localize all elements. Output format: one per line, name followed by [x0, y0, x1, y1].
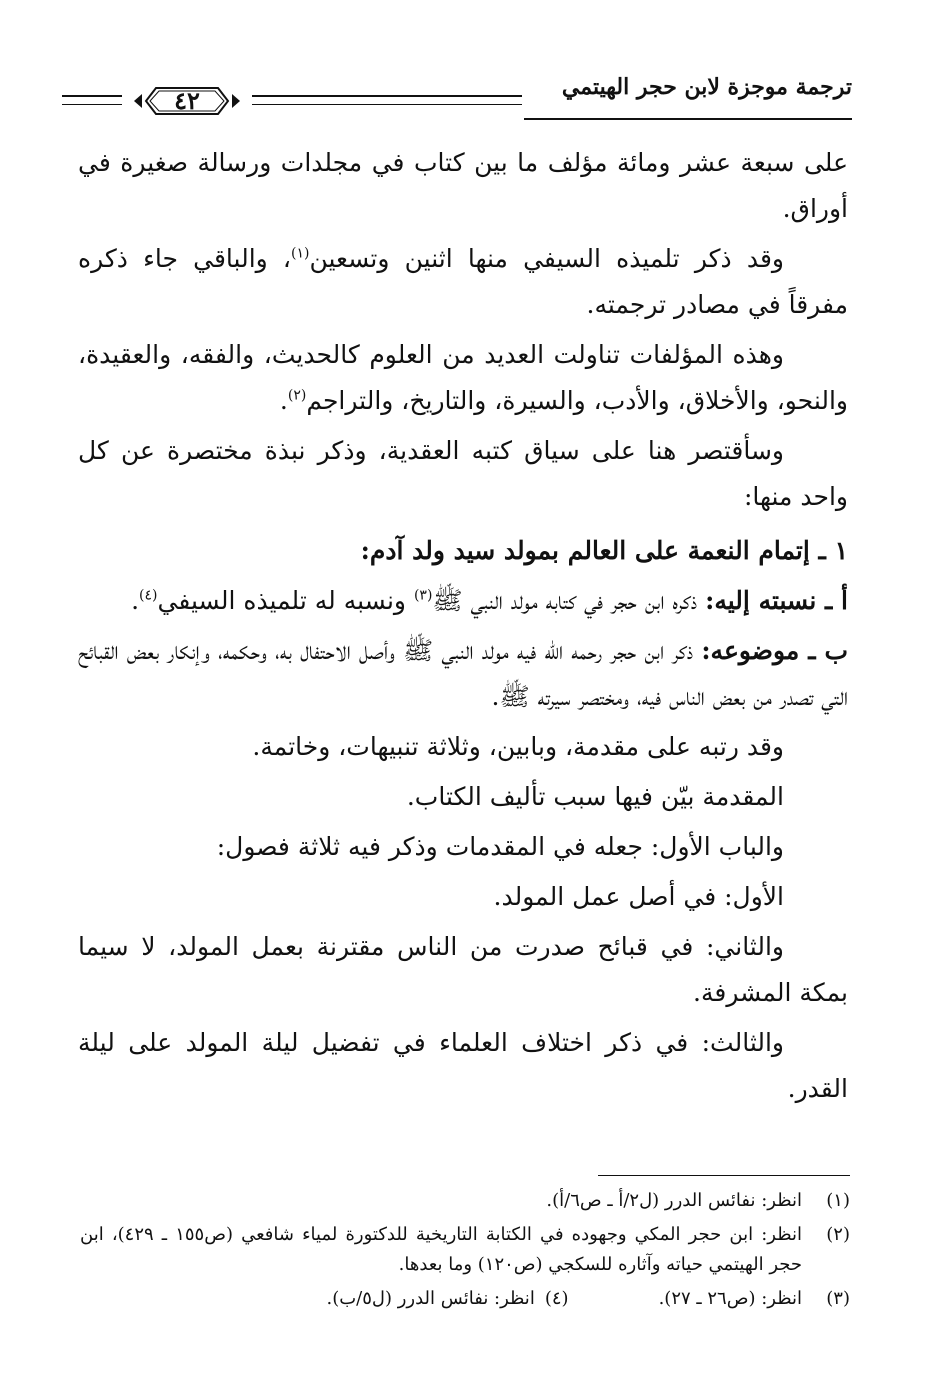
footnote-ref-3[interactable]: (٣)	[413, 587, 433, 604]
footnote-1	[80, 1186, 850, 1216]
footnote-3-number: (٣)	[826, 1288, 850, 1309]
paragraph-2	[78, 236, 848, 328]
paragraph-4: وسأقتصر هنا على سياق كتبه العقدية، وذكر نبذة مختصرة عن كل واحد منها:	[78, 436, 848, 511]
footnote-4-number: (٤)	[544, 1288, 569, 1309]
subsection-a-text-1: ذكره ابن حجر في كتابه مولد النبي ﷺ	[432, 586, 706, 615]
structure-line-5: والثاني: في قبائح صدرت من الناس مقترنة بعمل المولد، لا سيما بمكة المشرفة.	[78, 932, 848, 1007]
subsection-b	[78, 628, 848, 720]
subsection-a	[78, 578, 848, 624]
paragraph-2-part-1: وقد ذكر تلميذه السيفي منها اثنين وتسعين	[309, 244, 784, 273]
footnote-2	[80, 1220, 850, 1280]
footnote-1-number: (١)	[826, 1190, 850, 1211]
footnote-4	[326, 1284, 568, 1314]
page-number-frame	[132, 82, 242, 120]
paragraph-3-part-2: .	[279, 386, 288, 415]
section-heading: ١ ـ إتمام النعمة على العالم بمولد سيد ولد آدم:	[360, 536, 848, 565]
footnote-4-text: انظر: نفائس الدرر (ل٥/ب).	[326, 1288, 535, 1309]
footnote-ref-2[interactable]: (٢)	[287, 387, 307, 404]
structure-line-2: المقدمة بيّن فيها سبب تأليف الكتاب.	[406, 782, 784, 811]
footnote-row	[80, 1284, 802, 1314]
footnote-2-number: (٢)	[826, 1224, 850, 1245]
structure-line-4: الأول: في أصل عمل المولد.	[493, 882, 784, 911]
page-number: ٤٢	[174, 86, 200, 115]
subsection-b-lead: ب ـ موضوعه:	[701, 636, 848, 665]
subsection-a-text-2: ونسبه له تلميذه السيفي	[157, 586, 414, 615]
footnote-2-text: انظر: ابن حجر المكي وجهوده في الكتابة التاريخية للدكتورة لمياء شافعي (ص١٥٥ ـ ٤٢٩)، ابن حجر الهيتمي حياته وآثاره للسكجي (ص١٢٠) وما بعدها.	[80, 1224, 802, 1275]
footnote-ref-4[interactable]: (٤)	[139, 587, 158, 604]
running-title: ترجمة موجزة لابن حجر الهيتمي	[561, 74, 852, 100]
footnote-1-text: انظر: نفائس الدرر (ل٢/أ ـ ص٦/أ).	[546, 1190, 802, 1211]
header-rule-left	[62, 95, 122, 105]
paragraph-2-part-2: ، والباقي جاء ذكره مفرقاً في مصادر ترجمته.	[78, 244, 848, 319]
footnote-3-4-row	[80, 1284, 850, 1314]
footnote-ref-1[interactable]: (١)	[290, 245, 310, 262]
structure-line-6: والثالث: في ذكر اختلاف العلماء في تفضيل ليلة المولد على ليلة القدر.	[78, 1028, 848, 1103]
subsection-b-text: ذكر ابن حجر رحمه الله فيه مولد النبي ﷺ وأصل الاحتفال به، وحكمه، وإنكار بعض القبائح التي تصدر من بعض الناس فيه، ومختصر سيرته ﷺ.	[78, 636, 848, 711]
main-text	[78, 140, 848, 1116]
footnote-3-text: انظر: (ص٢٦ ـ ٢٧).	[658, 1288, 802, 1309]
structure-line-3: والباب الأول: جعله في المقدمات وذكر فيه ثلاثة فصول:	[216, 832, 784, 861]
paragraph-3-part-1: وهذه المؤلفات تناولت العديد من العلوم كالحديث، والفقه، والعقيدة، والنحو، والأخلاق، والأدب، والسيرة، والتاريخ، والتراجم	[78, 340, 848, 415]
footnote-separator	[598, 1175, 850, 1176]
subsection-a-lead: أ ـ نسبته إليه:	[705, 586, 848, 615]
paragraph-3	[78, 332, 848, 424]
structure-line-1: وقد رتبه على مقدمة، وبابين، وثلاثة تنبيهات، وخاتمة.	[252, 732, 784, 761]
header-rule-right	[252, 95, 522, 105]
paragraph-1: على سبعة عشر ومائة مؤلف ما بين كتاب في مجلدات ورسالة صغيرة في أوراق.	[78, 148, 848, 223]
footnotes	[80, 1186, 850, 1318]
title-underline	[524, 118, 852, 120]
subsection-a-text-3: .	[131, 586, 140, 615]
page-header	[62, 60, 852, 118]
